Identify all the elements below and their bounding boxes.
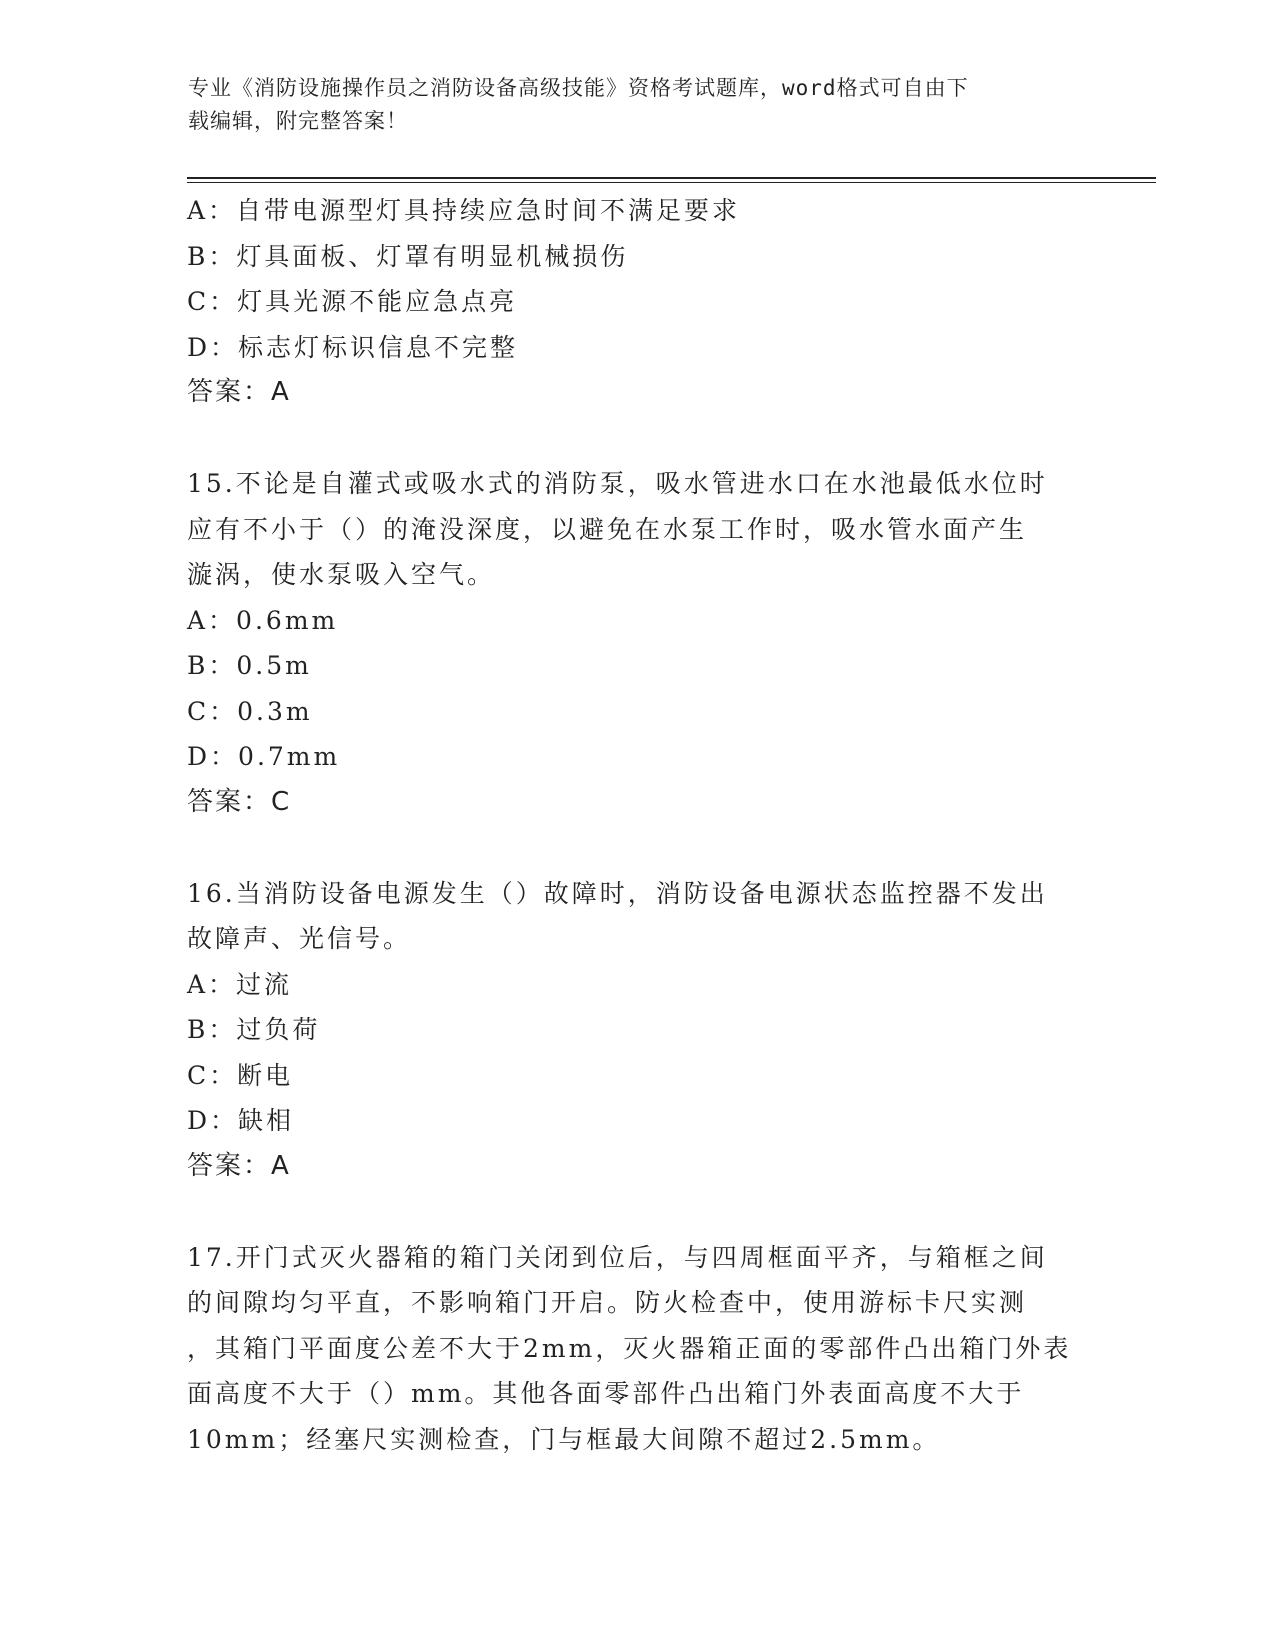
answer: 答案：C <box>187 786 292 817</box>
option-a: A：0.6mm <box>187 605 339 635</box>
question-14 <box>187 188 1087 416</box>
question-stem-line: 面高度不大于（）mm。其他各面零部件凸出箱门外表面高度不大于 <box>187 1379 1025 1408</box>
option-b: B：0.5m <box>187 651 312 680</box>
option-d: D：缺相 <box>187 1106 295 1135</box>
option-b: B：灯具面板、灯罩有明显机械损伤 <box>187 241 629 271</box>
option-c: C：0.3m <box>187 696 313 726</box>
question-stem-line: 16.当消防设备电源发生（）故障时，消防设备电源状态监控器不发出 <box>187 878 1048 908</box>
option-d: D：0.7mm <box>187 742 341 771</box>
question-15 <box>187 461 1087 825</box>
spacer <box>187 825 1087 871</box>
question-stem-line: 15.不论是自灌式或吸水式的消防泵，吸水管进水口在水池最低水位时 <box>187 469 1048 498</box>
question-stem-line: ，其箱门平面度公差不大于2mm，灭火器箱正面的零部件凸出箱门外表 <box>187 1333 1072 1363</box>
question-list <box>187 188 1087 1462</box>
header-rule-thick <box>187 177 1156 179</box>
question-17 <box>187 1235 1087 1463</box>
option-a: A：自带电源型灯具持续应急时间不满足要求 <box>187 196 741 225</box>
question-stem-line: 10mm；经塞尺实测检查，门与框最大间隙不超过2.5mm。 <box>187 1424 941 1454</box>
option-c: C：灯具光源不能应急点亮 <box>187 287 518 316</box>
question-stem-line: 应有不小于（）的淹没深度，以避免在水泵工作时，吸水管水面产生 <box>187 514 1028 544</box>
answer: 答案：A <box>187 377 291 407</box>
header-line-2: 载编辑，附完整答案！ <box>188 109 408 133</box>
option-d: D：标志灯标识信息不完整 <box>187 332 519 362</box>
option-a: A：过流 <box>187 969 293 999</box>
question-stem-line: 17.开门式灭火器箱的箱门关闭到位后，与四周框面平齐，与箱框之间 <box>187 1242 1048 1272</box>
question-16 <box>187 871 1087 1190</box>
option-b: B：过负荷 <box>187 1015 321 1044</box>
header-line-1: 专业《消防设施操作员之消防设备高级技能》资格考试题库，word格式可自由下 <box>188 76 969 100</box>
question-stem-line: 漩涡，使水泵吸入空气。 <box>187 560 496 589</box>
spacer <box>187 416 1087 462</box>
document-header <box>188 72 1088 138</box>
option-c: C：断电 <box>187 1060 294 1090</box>
question-stem-line: 的间隙均匀平直，不影响箱门开启。防火检查中，使用游标卡尺实测 <box>187 1288 1028 1317</box>
spacer <box>187 1189 1087 1235</box>
answer: 答案：A <box>187 1150 291 1181</box>
header-rule-thin <box>187 182 1156 183</box>
question-stem-line: 故障声、光信号。 <box>187 924 412 953</box>
